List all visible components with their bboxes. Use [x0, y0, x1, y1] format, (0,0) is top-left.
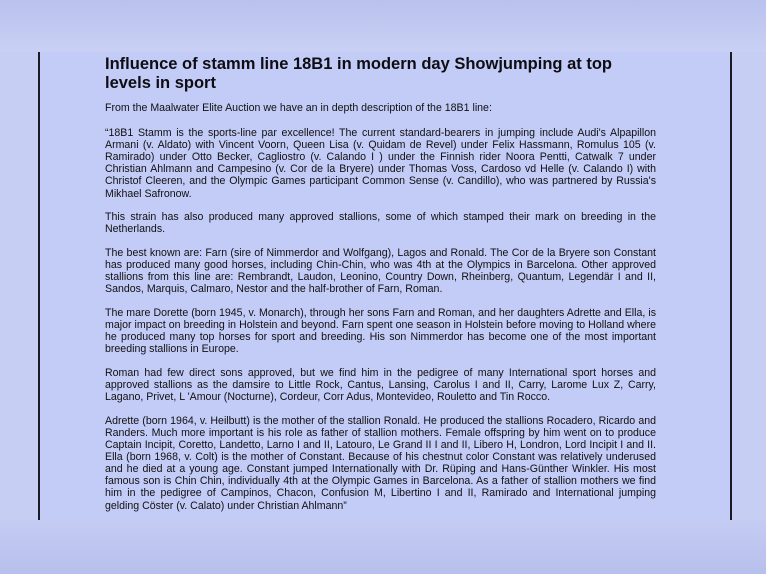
bottom-blurred-background: [0, 520, 766, 574]
article-title: Influence of stamm line 18B1 in modern day Showjumping at top levels in sport: [105, 55, 612, 92]
paragraph-adrette: Adrette (born 1964, v. Heilbutt) is the mother of the stallion Ronald. He produced the stallions Rocadero, Ricardo and Randers. Much more important is his role as father of stallion mothers. Female offspring by him went on to produce Captain Incipit, Coretto, Landetto, Larno I and II, Latouro, Le Grand II I and II, Libero H, Londron, Lord Incipit I and II. Ella (born 1968, v. Colt) is the mother of Constant. Because of his chestnut color Constant was relatively underused and he died at a young age. Constant jumped Internationally with Dr. Rüping and Hans-Günther Winkler. His most famous son is Chin Chin, individually 4th at the Olympic Games in Barcelona. As a father of stallion mothers we find him in the pedigree of Campinos, Chacon, Confusion M, Libertino I and II, Ramirado and International jumping gelding Cöster (v. Calato) under Christian Ahlmann”: [105, 414, 656, 512]
paragraph-dorette: The mare Dorette (born 1945, v. Monarch), through her sons Farn and Roman, and her daughters Adrette and Ella, is major impact on breeding in Holstein and beyond. Farn spent one season in Holstein before moving to Holland where he produced many top horses for sport and breeding. His son Nimmerdor has become one of the most important breeding stallions in Europe.: [105, 307, 656, 356]
article-body: [105, 55, 656, 520]
paragraph-stamm-overview: “18B1 Stamm is the sports-line par excellence! The current standard-bearers in jumping include Audi's Alpapillon Armani (v. Aldato) with Vincent Voorn, Queen Lisa (v. Quidam de Revel) under Felix Hassmann, Romulus 105 (v. Ramirado) under Otto Becker, Cagliostro (v. Calando I ) under the Finnish rider Noora Pentti, Catwalk 7 under Christian Ahlmann and Campesino (v. Cor de la Bryere) under Thomas Voss, Cardoso vd Helle (v. Calando I) with Christof Cleeren, and the Olympic Games participant Common Sense (v. Candillo), who was partnered by Russia's Mikhael Safronow.: [105, 127, 656, 200]
paragraph-approved-stallions: This strain has also produced many approved stallions, some of which stamped their mark on breeding in the Netherlands.: [105, 211, 656, 236]
paragraph-roman: Roman had few direct sons approved, but we find him in the pedigree of many International sport horses and approved stallions as the damsire to Little Rock, Cantus, Lansing, Carolus I and II, Carry, Larome Lux Z, Carry, Lagano, Privet, L 'Amour (Nocturne), Cordeur, Corr Adus, Montevideo, Rouletto and Tin Rocco.: [105, 366, 656, 404]
paragraph-best-known: The best known are: Farn (sire of Nimmerdor and Wolfgang), Lagos and Ronald. The Cor de la Bryere son Constant has produced many good horses, including Chin-Chin, who was 4th at the Olympics in Barcelona. Other approved stallions from this line are: Rembrandt, Laudon, Leonino, Country Down, Rheinberg, Quantum, Legendär I and II, Sandos, Marquis, Calmaro, Nestor and the half-brother of Farn, Roman.: [105, 247, 656, 296]
intro-paragraph: From the Maalwater Elite Auction we have an in depth description of the 18B1 line:: [105, 102, 492, 114]
top-blurred-background: [0, 0, 766, 52]
document-panel: [38, 52, 732, 520]
